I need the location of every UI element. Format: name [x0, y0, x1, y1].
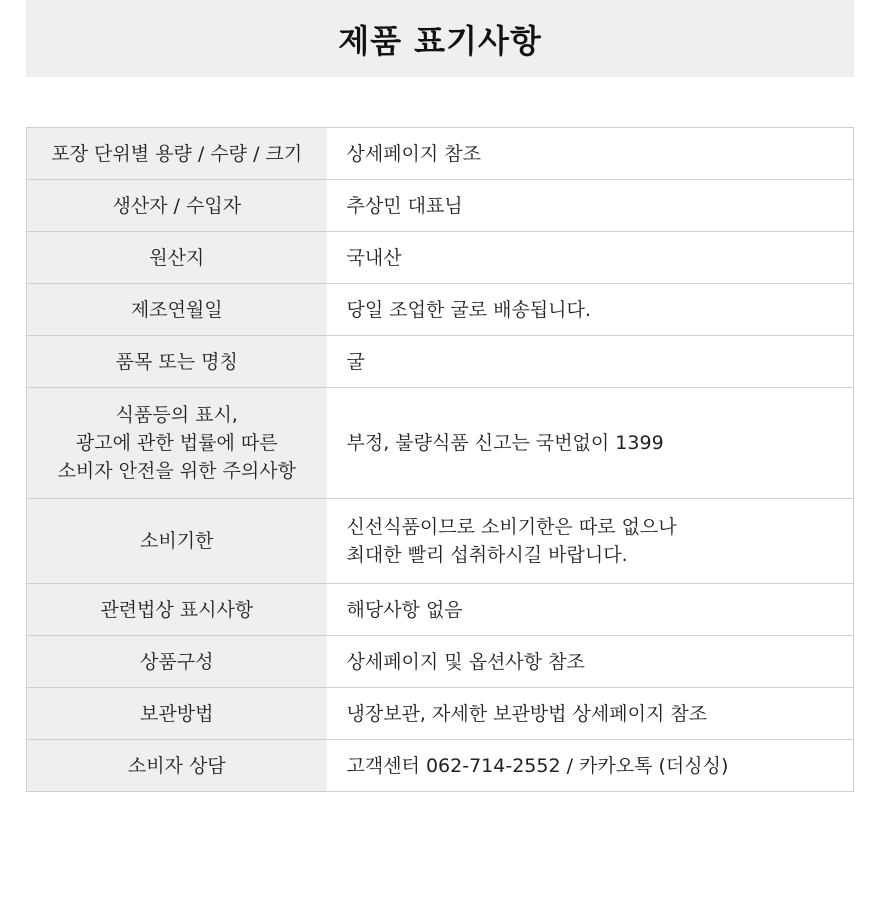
row-value: 당일 조업한 굴로 배송됩니다.	[327, 284, 854, 336]
row-label: 소비기한	[27, 499, 327, 584]
row-label: 생산자 / 수입자	[27, 180, 327, 232]
table-row	[27, 336, 854, 388]
row-label: 품목 또는 명칭	[27, 336, 327, 388]
table-row	[27, 740, 854, 792]
row-value: 해당사항 없음	[327, 584, 854, 636]
row-value: 상세페이지 참조	[327, 128, 854, 180]
row-label: 관련법상 표시사항	[27, 584, 327, 636]
row-value: 국내산	[327, 232, 854, 284]
row-label: 원산지	[27, 232, 327, 284]
row-value: 굴	[327, 336, 854, 388]
row-value: 상세페이지 및 옵션사항 참조	[327, 636, 854, 688]
row-value: 냉장보관, 자세한 보관방법 상세페이지 참조	[327, 688, 854, 740]
row-value: 부정, 불량식품 신고는 국번없이 1399	[327, 388, 854, 499]
row-label: 상품구성	[27, 636, 327, 688]
table-row	[27, 284, 854, 336]
row-label: 식품등의 표시, 광고에 관한 법률에 따른 소비자 안전을 위한 주의사항	[27, 388, 327, 499]
table-row	[27, 584, 854, 636]
row-label: 제조연월일	[27, 284, 327, 336]
row-label: 보관방법	[27, 688, 327, 740]
table-row	[27, 499, 854, 584]
table-row	[27, 232, 854, 284]
row-value: 추상민 대표님	[327, 180, 854, 232]
row-label: 포장 단위별 용량 / 수량 / 크기	[27, 128, 327, 180]
row-value: 신선식품이므로 소비기한은 따로 없으나 최대한 빨리 섭취하시길 바랍니다.	[327, 499, 854, 584]
table-row	[27, 688, 854, 740]
product-info-table	[26, 127, 854, 792]
table-row	[27, 180, 854, 232]
table-row	[27, 128, 854, 180]
row-label: 소비자 상담	[27, 740, 327, 792]
row-value: 고객센터 062-714-2552 / 카카오톡 (더싱싱)	[327, 740, 854, 792]
table-row	[27, 636, 854, 688]
page-title: 제품 표기사항	[338, 21, 542, 60]
table-row	[27, 388, 854, 499]
title-bar	[26, 0, 854, 77]
